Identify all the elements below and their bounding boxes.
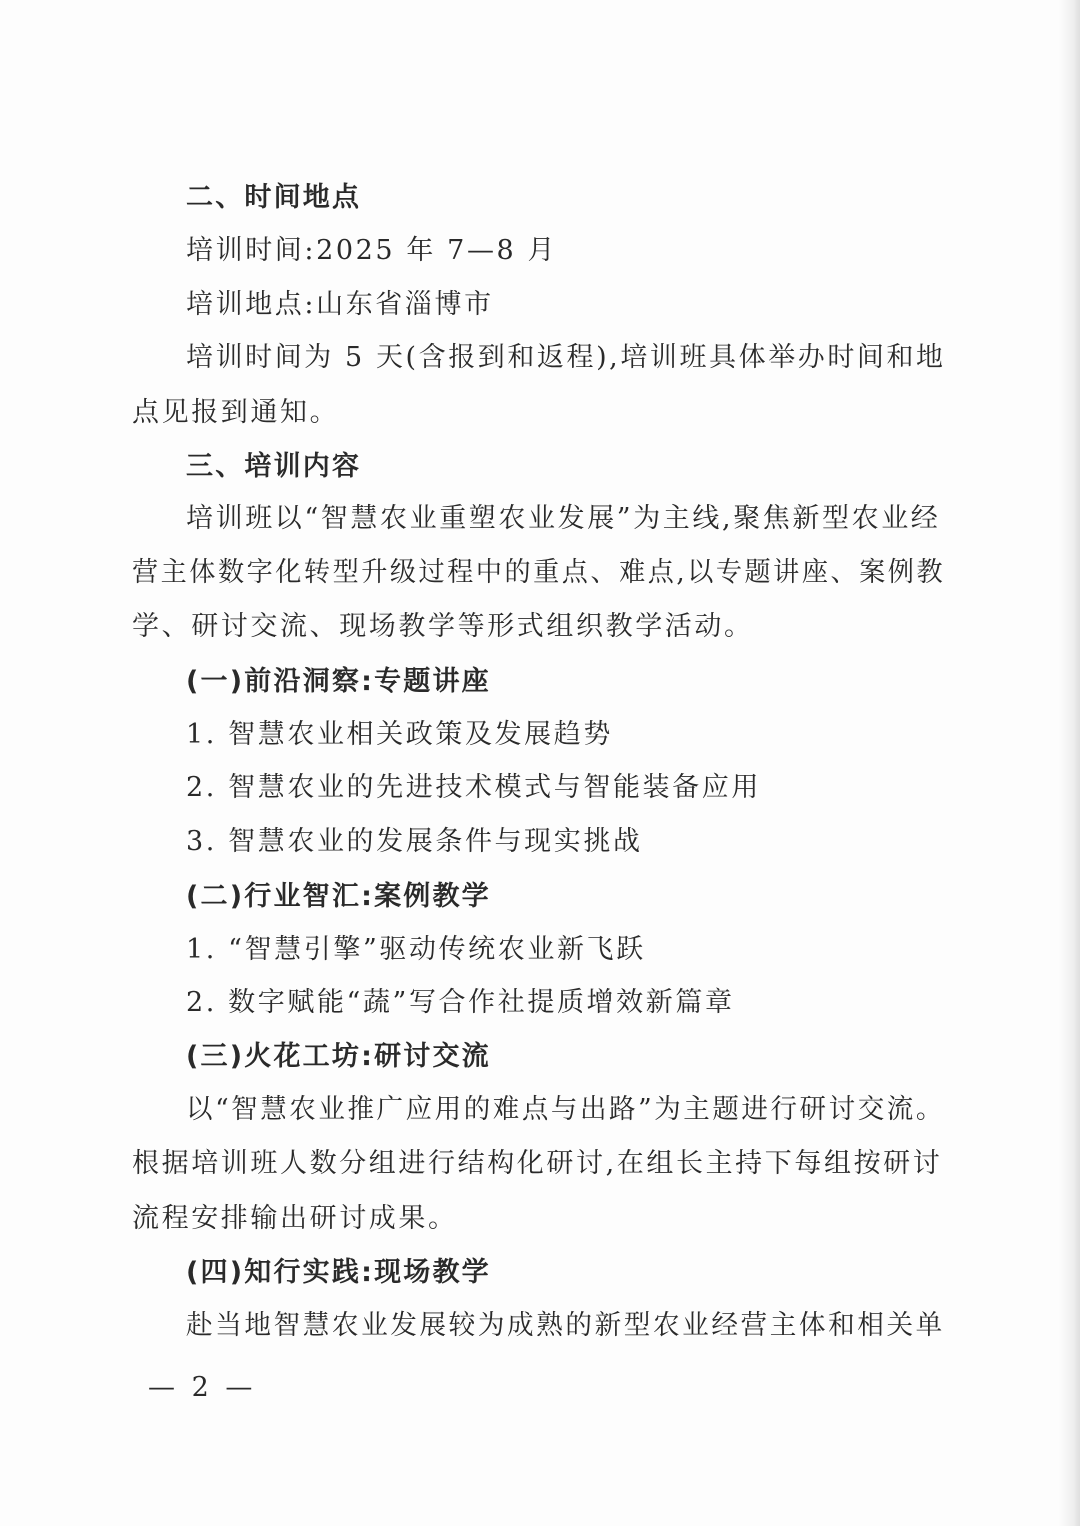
list-item-case-2: 2. 数字赋能“蔬”写合作社提质增效新篇章 [186, 987, 735, 1018]
training-time-line: 培训时间:2025 年 7—8 月 [186, 235, 558, 266]
training-duration-line-1: 培训时间为 5 天(含报到和返程),培训班具体举办时间和地 [186, 342, 946, 373]
training-location-line: 培训地点:山东省淄博市 [186, 289, 494, 320]
subheading-field-practice: (四)知行实践:现场教学 [186, 1257, 491, 1288]
subheading-spark-workshop: (三)火花工坊:研讨交流 [186, 1041, 491, 1072]
page-edge-shadow [1058, 0, 1080, 1526]
training-duration-line-2: 点见报到通知。 [132, 397, 340, 428]
content-paragraph-line-2: 营主体数字化转型升级过程中的重点、难点,以专题讲座、案例教 [132, 557, 946, 588]
subheading-industry-wisdom: (二)行业智汇:案例教学 [186, 881, 491, 912]
section-heading-time-place: 二、时间地点 [186, 182, 362, 213]
content-paragraph-line-1: 培训班以“智慧农业重塑农业发展”为主线,聚焦新型农业经 [186, 503, 941, 534]
subheading-frontier-insight: (一)前沿洞察:专题讲座 [186, 666, 491, 697]
workshop-paragraph-line-3: 流程安排输出研讨成果。 [132, 1203, 458, 1234]
list-item-case-1: 1. “智慧引擎”驱动传统农业新飞跃 [186, 934, 646, 965]
list-item-frontier-1: 1. 智慧农业相关政策及发展趋势 [186, 719, 613, 750]
section-heading-content: 三、培训内容 [186, 451, 362, 482]
field-practice-paragraph-line-1: 赴当地智慧农业发展较为成熟的新型农业经营主体和相关单 [186, 1310, 945, 1341]
workshop-paragraph-line-2: 根据培训班人数分组进行结构化研讨,在组长主持下每组按研讨 [132, 1148, 943, 1179]
content-paragraph-line-3: 学、研讨交流、现场教学等形式组织教学活动。 [132, 611, 754, 642]
page-number: — 2 — [148, 1372, 257, 1403]
workshop-paragraph-line-1: 以“智慧农业推广应用的难点与出路”为主题进行研讨交流。 [186, 1094, 945, 1125]
list-item-frontier-2: 2. 智慧农业的先进技术模式与智能装备应用 [186, 772, 761, 803]
list-item-frontier-3: 3. 智慧农业的发展条件与现实挑战 [186, 826, 643, 857]
